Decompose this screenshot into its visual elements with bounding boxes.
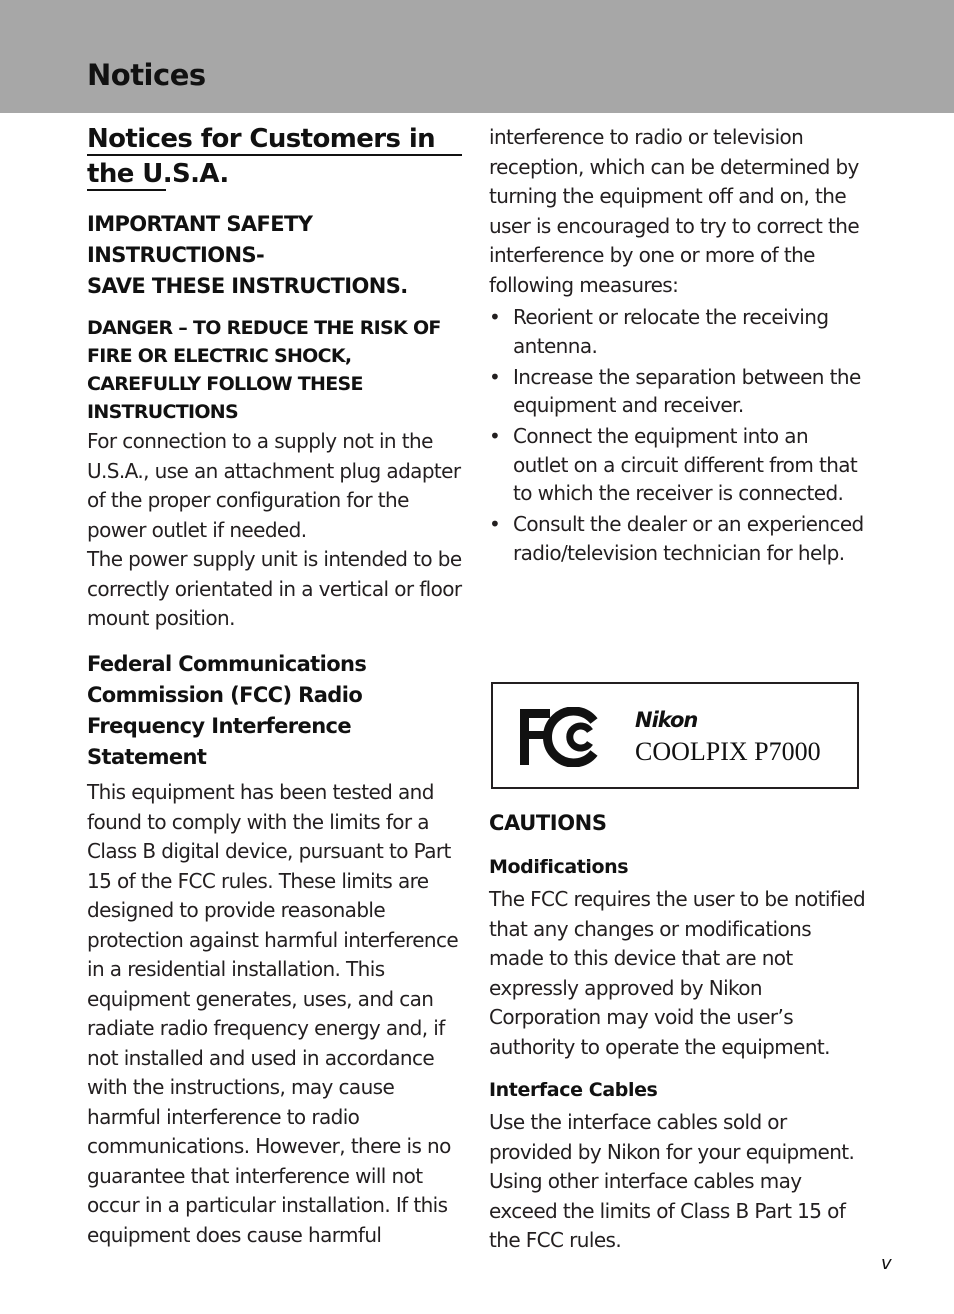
bullet-glyph: • <box>489 424 501 448</box>
text-line: found to comply with the limits for a <box>87 809 429 834</box>
text-line: antenna. <box>513 333 598 358</box>
text-line: interference to radio or television <box>489 125 804 149</box>
text-line: of the proper configuration for the <box>87 488 409 512</box>
text-line: following measures: <box>489 272 679 297</box>
header-band <box>0 0 954 113</box>
modifications-body <box>489 885 869 1062</box>
bullet-glyph: • <box>489 305 501 329</box>
text-line: Consult the dealer or an experienced <box>513 512 864 536</box>
text-line: equipment does cause harmful <box>87 1222 382 1247</box>
text-line: user is encouraged to try to correct the <box>489 213 860 238</box>
text-line: the FCC rules. <box>489 1228 622 1252</box>
text-line: not installed and used in accordance <box>87 1045 435 1070</box>
list-item <box>489 363 869 420</box>
measures-list <box>489 303 869 570</box>
text-line: Increase the separation between the <box>513 364 861 389</box>
interface-cables-body <box>489 1108 869 1256</box>
bullet-glyph: • <box>489 364 501 389</box>
text-line: outlet on a circuit different from that <box>513 452 858 477</box>
text-line: power outlet if needed. <box>87 517 307 542</box>
text-line: U.S.A., use an attachment plug adapter <box>87 458 461 483</box>
safety-heading <box>87 209 462 302</box>
section-title-underline-2 <box>87 189 166 191</box>
text-line: INSTRUCTIONS- <box>87 243 265 267</box>
text-line: INSTRUCTIONS <box>87 401 238 423</box>
text-line: with the instructions, may cause <box>87 1075 395 1099</box>
text-line: harmful interference to radio <box>87 1104 360 1129</box>
text-line: Frequency Interference <box>87 714 352 738</box>
danger-heading <box>87 314 467 426</box>
text-line: Commission (FCC) Radio <box>87 683 363 707</box>
text-line: to which the receiver is connected. <box>513 481 844 505</box>
text-line: guarantee that interference will not <box>87 1163 423 1188</box>
model-name: COOLPIX P7000 <box>635 737 821 766</box>
section-title-underline-1 <box>87 154 462 156</box>
text-line: radiate radio frequency energy and, if <box>87 1016 445 1040</box>
text-line: Class B digital device, pursuant to Part <box>87 839 451 863</box>
list-item <box>489 510 869 567</box>
text-line: in a residential installation. This <box>87 957 385 981</box>
text-line: DANGER – TO REDUCE THE RISK OF <box>87 317 441 339</box>
text-line: Reorient or relocate the receiving <box>513 305 829 329</box>
text-line: The FCC requires the user to be notified <box>489 887 866 911</box>
text-line: that any changes or modifications <box>489 916 812 941</box>
text-line: interference by one or more of the <box>489 243 815 267</box>
fcc-heading <box>87 649 467 773</box>
fcc-logo-icon <box>518 707 602 767</box>
text-line: designed to provide reasonable <box>87 898 386 922</box>
text-line: Statement <box>87 745 207 769</box>
text-line: authority to operate the equipment. <box>489 1034 830 1059</box>
text-line: made to this device that are not <box>489 946 793 970</box>
bullet-glyph: • <box>489 512 501 536</box>
text-line: SAVE THESE INSTRUCTIONS. <box>87 274 408 298</box>
text-line: protection against harmful interference <box>87 927 459 952</box>
text-line: expressly approved by Nikon <box>489 975 763 1000</box>
interference-continued-body <box>489 123 869 300</box>
text-line: CAREFULLY FOLLOW THESE <box>87 373 363 395</box>
fcc-statement-body <box>87 778 467 1250</box>
text-line: radio/television technician for help. <box>513 540 845 565</box>
text-line: This equipment has been tested and <box>87 780 434 804</box>
text-line: turning the equipment off and on, the <box>489 184 847 208</box>
text-line: Corporation may void the user’s <box>489 1005 794 1029</box>
section-title <box>87 122 462 192</box>
page-title: Notices <box>87 58 206 92</box>
nikon-logo: Nikon <box>635 708 698 732</box>
text-line: occur in a particular installation. If this <box>87 1193 448 1217</box>
text-line: provided by Nikon for your equipment. <box>489 1139 855 1164</box>
text-line: Connect the equipment into an <box>513 424 809 448</box>
text-line: equipment generates, uses, and can <box>87 986 434 1011</box>
danger-body <box>87 427 467 634</box>
text-line: Using other interface cables may <box>489 1169 802 1193</box>
text-line: exceed the limits of Class B Part 15 of <box>489 1198 846 1223</box>
text-line: equipment and receiver. <box>513 393 744 417</box>
list-item <box>489 422 869 508</box>
text-line: IMPORTANT SAFETY <box>87 212 313 236</box>
text-line: communications. However, there is no <box>87 1134 451 1158</box>
text-line: For connection to a supply not in the <box>87 429 433 453</box>
interface-cables-heading: Interface Cables <box>489 1079 658 1101</box>
text-line: mount position. <box>87 606 235 630</box>
text-line: reception, which can be determined by <box>489 154 859 179</box>
text-line: FIRE OR ELECTRIC SHOCK, <box>87 345 352 367</box>
text-line: The power supply unit is intended to be <box>87 547 462 571</box>
cautions-heading: CAUTIONS <box>489 811 607 835</box>
list-item <box>489 303 869 360</box>
section-title-text: Notices for Customers in the U.S.A. <box>87 124 436 189</box>
text-line: correctly orientated in a vertical or floor <box>87 576 462 601</box>
text-line: 15 of the FCC rules. These limits are <box>87 868 429 893</box>
text-line: Federal Communications <box>87 652 367 676</box>
modifications-heading: Modifications <box>489 856 629 878</box>
text-line: Use the interface cables sold or <box>489 1110 787 1134</box>
fcc-compliance-label <box>491 682 859 789</box>
page-number: v <box>881 1253 892 1274</box>
